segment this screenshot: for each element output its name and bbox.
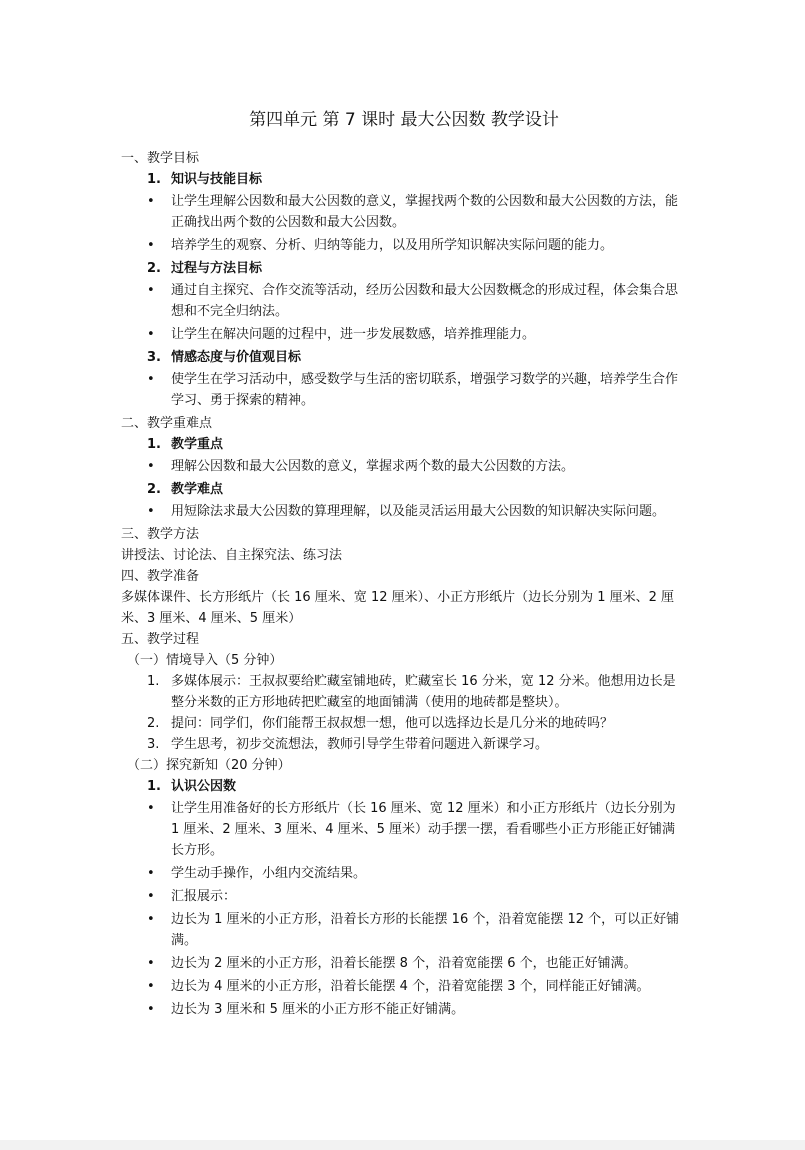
item-text: 学生思考，初步交流想法，教师引导学生带着问题进入新课学习。 [171, 737, 549, 752]
bullet-item: • 理解公因数和最大公因数的意义，掌握求两个数的最大公因数的方法。 [121, 456, 687, 477]
section-heading-key-points: 二、教学重难点 [121, 416, 213, 431]
item-number: 1. [147, 674, 160, 689]
bullet-item: • 边长为 4 厘米的小正方形，沿着长能摆 4 个，沿着宽能摆 3 个，同样能正好铺满。 [121, 976, 687, 997]
item-number: 2. [147, 716, 160, 731]
bullet-item: • 培养学生的观察、分析、归纳等能力，以及用所学知识解决实际问题的能力。 [121, 235, 687, 256]
subheading-text: 认识公因数 [171, 779, 237, 794]
bullet-item: • 用短除法求最大公因数的算理理解，以及能灵活运用最大公因数的知识解决实际问题。 [121, 501, 687, 522]
bullet-item: • 边长为 1 厘米的小正方形，沿着长方形的长能摆 16 个，沿着宽能摆 12 个，可以正好铺满。 [121, 909, 687, 951]
phase-heading-intro: （一）情境导入（5 分钟） [127, 653, 283, 668]
item-number: 2. [147, 482, 161, 497]
numbered-heading [121, 347, 687, 368]
subheading-text: 过程与方法目标 [171, 261, 263, 276]
document-body [121, 108, 687, 1022]
section-heading-preparation: 四、教学准备 [121, 569, 200, 584]
bullet-item: • 边长为 2 厘米的小正方形，沿着长能摆 8 个，沿着宽能摆 6 个，也能正好铺满。 [121, 953, 687, 974]
paragraph-text: 多媒体课件、长方形纸片（长 16 厘米、宽 12 厘米）、小正方形纸片（边长分别为 1 厘米、2 厘米、3 厘米、4 厘米、5 厘米） [121, 590, 675, 626]
bullet-item: • 使学生在学习活动中，感受数学与生活的密切联系，增强学习数学的兴趣，培养学生合作学习、勇于探索的精神。 [121, 369, 687, 411]
section-heading-process: 五、教学过程 [121, 632, 200, 647]
bullet-item: • 汇报展示： [121, 886, 687, 907]
numbered-item [121, 734, 687, 755]
numbered-heading [121, 479, 687, 500]
section-heading-methods: 三、教学方法 [121, 527, 200, 542]
item-number: 2. [147, 261, 161, 276]
item-number: 1. [147, 172, 161, 187]
phase-heading-explore: （二）探究新知（20 分钟） [127, 758, 291, 773]
bullet-item: • 让学生理解公因数和最大公因数的意义，掌握找两个数的公因数和最大公因数的方法，能正确找出两个数的公因数和最大公因数。 [121, 191, 687, 233]
paragraph-text: 讲授法、讨论法、自主探究法、练习法 [121, 548, 343, 563]
section-heading-objectives: 一、教学目标 [121, 151, 200, 166]
item-number: 3. [147, 350, 161, 365]
numbered-heading [121, 169, 687, 190]
item-number: 1. [147, 779, 161, 794]
subheading-text: 知识与技能目标 [171, 172, 263, 187]
subheading-text: 教学难点 [171, 482, 224, 497]
item-text: 多媒体展示：王叔叔要给贮藏室铺地砖，贮藏室长 16 分米，宽 12 分米。他想用边长是整分米数的正方形地砖把贮藏室的地面铺满（使用的地砖都是整块）。 [171, 674, 676, 710]
numbered-heading [121, 258, 687, 279]
document-title: 第四单元 第 7 课时 最大公因数 教学设计 [249, 110, 559, 130]
bullet-item: • 学生动手操作，小组内交流结果。 [121, 863, 687, 884]
item-number: 1. [147, 437, 161, 452]
item-text: 提问：同学们，你们能帮王叔叔想一想，他可以选择边长是几分米的地砖吗？ [171, 716, 614, 731]
bullet-item: • 让学生用准备好的长方形纸片（长 16 厘米、宽 12 厘米）和小正方形纸片（边长分别为 1 厘米、2 厘米、3 厘米、4 厘米、5 厘米）动手摆一摆，看看哪些小正方形能正好铺满长方形。 [121, 798, 687, 861]
subheading-text: 情感态度与价值观目标 [171, 350, 302, 365]
bullet-item: • 边长为 3 厘米和 5 厘米的小正方形不能正好铺满。 [121, 999, 687, 1020]
numbered-heading [121, 434, 687, 455]
bullet-item: • 让学生在解决问题的过程中，进一步发展数感，培养推理能力。 [121, 324, 687, 345]
item-number: 3. [147, 737, 160, 752]
numbered-item [121, 713, 687, 734]
subheading-text: 教学重点 [171, 437, 224, 452]
numbered-item [121, 671, 687, 713]
bullet-item: • 通过自主探究、合作交流等活动，经历公因数和最大公因数概念的形成过程，体会集合思想和不完全归纳法。 [121, 280, 687, 322]
numbered-heading [121, 776, 687, 797]
